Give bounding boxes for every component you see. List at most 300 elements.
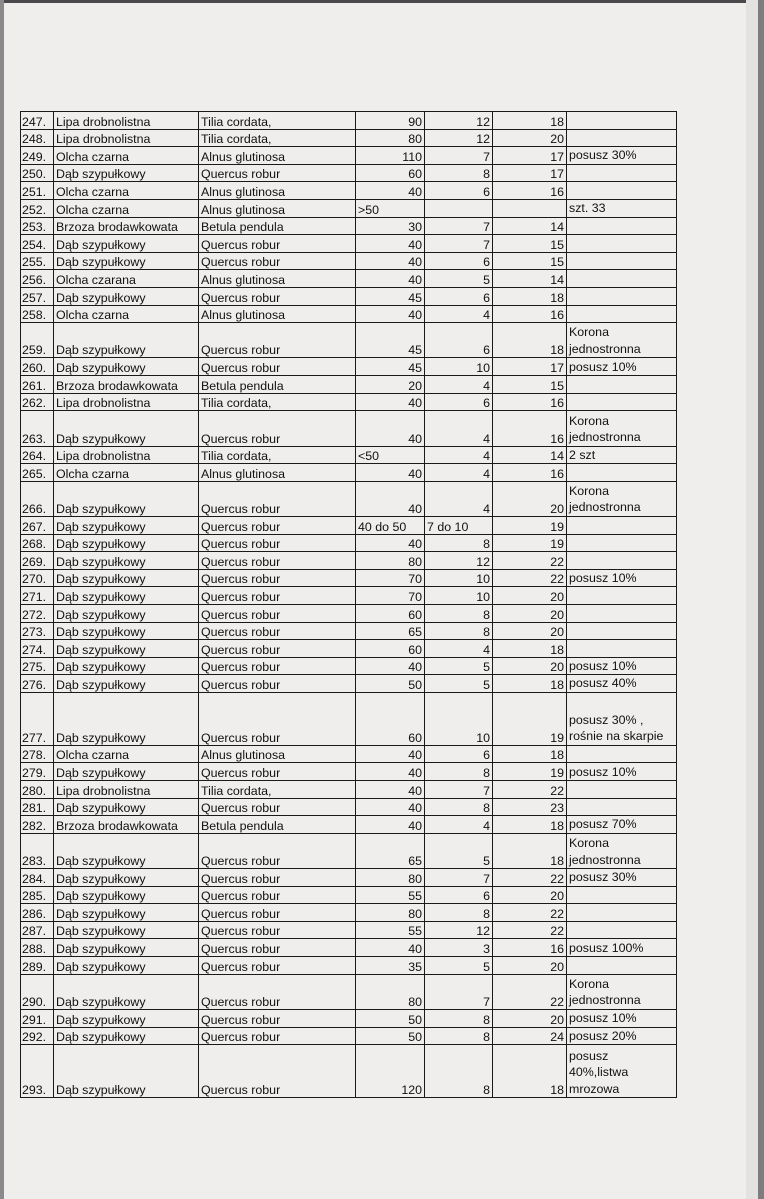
row-number: 267. bbox=[21, 516, 54, 534]
value-col-1: 110 bbox=[356, 147, 425, 165]
latin-name: Quercus robur bbox=[199, 569, 356, 587]
value-col-2: 6 bbox=[425, 252, 493, 270]
latin-name: Quercus robur bbox=[199, 235, 356, 253]
latin-name: Quercus robur bbox=[199, 358, 356, 376]
value-col-1: 65 bbox=[356, 833, 425, 868]
table-body bbox=[21, 112, 677, 1098]
value-col-2: 8 bbox=[425, 904, 493, 922]
value-col-3: 14 bbox=[493, 217, 567, 235]
row-number: 259. bbox=[21, 323, 54, 358]
row-number: 293. bbox=[21, 1045, 54, 1098]
polish-name: Dąb szypułkowy bbox=[54, 569, 199, 587]
remarks bbox=[567, 376, 677, 394]
value-col-3: 17 bbox=[493, 358, 567, 376]
latin-name: Quercus robur bbox=[199, 692, 356, 745]
value-col-3: 22 bbox=[493, 904, 567, 922]
value-col-2: 4 bbox=[425, 446, 493, 464]
value-col-2: 10 bbox=[425, 569, 493, 587]
value-col-1: 40 bbox=[356, 657, 425, 675]
value-col-1: 80 bbox=[356, 552, 425, 570]
table-row bbox=[21, 270, 677, 288]
table-row bbox=[21, 199, 677, 217]
polish-name: Lipa drobnolistna bbox=[54, 129, 199, 147]
polish-name: Dąb szypułkowy bbox=[54, 886, 199, 904]
value-col-3: 19 bbox=[493, 534, 567, 552]
polish-name: Dąb szypułkowy bbox=[54, 622, 199, 640]
polish-name: Dąb szypułkowy bbox=[54, 323, 199, 358]
value-col-1: 60 bbox=[356, 640, 425, 658]
value-col-2: 12 bbox=[425, 921, 493, 939]
value-col-1: 65 bbox=[356, 622, 425, 640]
page-right-margin bbox=[746, 0, 758, 1199]
value-col-1: 45 bbox=[356, 287, 425, 305]
value-col-3: 19 bbox=[493, 516, 567, 534]
value-col-2: 8 bbox=[425, 763, 493, 781]
polish-name: Olcha czarna bbox=[54, 464, 199, 482]
latin-name: Quercus robur bbox=[199, 164, 356, 182]
polish-name: Dąb szypułkowy bbox=[54, 516, 199, 534]
remarks: 2 szt bbox=[567, 446, 677, 464]
latin-name: Quercus robur bbox=[199, 622, 356, 640]
row-number: 260. bbox=[21, 358, 54, 376]
remarks bbox=[567, 745, 677, 763]
polish-name: Dąb szypułkowy bbox=[54, 869, 199, 887]
remarks: szt. 33 bbox=[567, 199, 677, 217]
remarks bbox=[567, 112, 677, 130]
polish-name: Dąb szypułkowy bbox=[54, 287, 199, 305]
value-col-2: 10 bbox=[425, 692, 493, 745]
value-col-2: 5 bbox=[425, 957, 493, 975]
table-row bbox=[21, 534, 677, 552]
remarks: posusz 30% bbox=[567, 869, 677, 887]
value-col-3: 24 bbox=[493, 1027, 567, 1045]
remarks bbox=[567, 552, 677, 570]
remarks: posusz 30% bbox=[567, 147, 677, 165]
polish-name: Dąb szypułkowy bbox=[54, 657, 199, 675]
polish-name: Dąb szypułkowy bbox=[54, 411, 199, 446]
polish-name: Lipa drobnolistna bbox=[54, 393, 199, 411]
table-row bbox=[21, 816, 677, 834]
latin-name: Alnus glutinosa bbox=[199, 270, 356, 288]
row-number: 288. bbox=[21, 939, 54, 957]
remarks bbox=[567, 252, 677, 270]
latin-name: Quercus robur bbox=[199, 904, 356, 922]
value-col-2: 6 bbox=[425, 287, 493, 305]
value-col-3: 18 bbox=[493, 816, 567, 834]
value-col-1: 40 bbox=[356, 745, 425, 763]
row-number: 255. bbox=[21, 252, 54, 270]
row-number: 269. bbox=[21, 552, 54, 570]
table-row bbox=[21, 287, 677, 305]
row-number: 290. bbox=[21, 974, 54, 1009]
polish-name: Dąb szypułkowy bbox=[54, 798, 199, 816]
polish-name: Dąb szypułkowy bbox=[54, 939, 199, 957]
latin-name: Tilia cordata, bbox=[199, 781, 356, 799]
row-number: 285. bbox=[21, 886, 54, 904]
value-col-1: 40 bbox=[356, 182, 425, 200]
row-number: 274. bbox=[21, 640, 54, 658]
value-col-1: 40 bbox=[356, 534, 425, 552]
latin-name: Quercus robur bbox=[199, 1027, 356, 1045]
table-row bbox=[21, 974, 677, 1009]
value-col-3: 18 bbox=[493, 112, 567, 130]
value-col-2: 4 bbox=[425, 411, 493, 446]
row-number: 278. bbox=[21, 745, 54, 763]
row-number: 264. bbox=[21, 446, 54, 464]
table-row bbox=[21, 358, 677, 376]
value-col-3: 20 bbox=[493, 1009, 567, 1027]
remarks: posusz 40% bbox=[567, 675, 677, 693]
scan-right-edge bbox=[758, 0, 764, 1199]
value-col-1: 40 bbox=[356, 252, 425, 270]
remarks bbox=[567, 235, 677, 253]
value-col-3: 20 bbox=[493, 129, 567, 147]
value-col-3: 20 bbox=[493, 957, 567, 975]
row-number: 250. bbox=[21, 164, 54, 182]
value-col-3: 19 bbox=[493, 692, 567, 745]
remarks bbox=[567, 587, 677, 605]
value-col-1: 80 bbox=[356, 129, 425, 147]
table-row bbox=[21, 657, 677, 675]
value-col-2: 4 bbox=[425, 816, 493, 834]
latin-name: Quercus robur bbox=[199, 798, 356, 816]
table-row bbox=[21, 604, 677, 622]
row-number: 271. bbox=[21, 587, 54, 605]
polish-name: Olcha czarna bbox=[54, 305, 199, 323]
polish-name: Dąb szypułkowy bbox=[54, 692, 199, 745]
latin-name: Quercus robur bbox=[199, 675, 356, 693]
row-number: 287. bbox=[21, 921, 54, 939]
remarks: posusz 100% bbox=[567, 939, 677, 957]
latin-name: Quercus robur bbox=[199, 869, 356, 887]
latin-name: Tilia cordata, bbox=[199, 129, 356, 147]
value-col-2: 6 bbox=[425, 745, 493, 763]
value-col-1: 55 bbox=[356, 886, 425, 904]
polish-name: Dąb szypułkowy bbox=[54, 1045, 199, 1098]
value-col-1: 50 bbox=[356, 675, 425, 693]
value-col-1: >50 bbox=[356, 199, 425, 217]
row-number: 252. bbox=[21, 199, 54, 217]
value-col-3: 18 bbox=[493, 323, 567, 358]
polish-name: Dąb szypułkowy bbox=[54, 921, 199, 939]
table-row bbox=[21, 1009, 677, 1027]
value-col-1: 35 bbox=[356, 957, 425, 975]
table-row bbox=[21, 376, 677, 394]
latin-name: Quercus robur bbox=[199, 939, 356, 957]
value-col-2: 8 bbox=[425, 622, 493, 640]
value-col-3: 22 bbox=[493, 552, 567, 570]
value-col-2: 8 bbox=[425, 534, 493, 552]
row-number: 289. bbox=[21, 957, 54, 975]
value-col-2: 8 bbox=[425, 604, 493, 622]
row-number: 266. bbox=[21, 481, 54, 516]
value-col-1: 30 bbox=[356, 217, 425, 235]
table-row bbox=[21, 446, 677, 464]
value-col-1: 60 bbox=[356, 692, 425, 745]
remarks: posusz 10% bbox=[567, 358, 677, 376]
polish-name: Dąb szypułkowy bbox=[54, 974, 199, 1009]
row-number: 262. bbox=[21, 393, 54, 411]
table-row bbox=[21, 640, 677, 658]
value-col-1: 90 bbox=[356, 112, 425, 130]
polish-name: Brzoza brodawkowata bbox=[54, 376, 199, 394]
latin-name: Tilia cordata, bbox=[199, 446, 356, 464]
latin-name: Quercus robur bbox=[199, 552, 356, 570]
polish-name: Olcha czarna bbox=[54, 182, 199, 200]
remarks: Korona jednostronna bbox=[567, 481, 677, 516]
table-row bbox=[21, 182, 677, 200]
table-row bbox=[21, 552, 677, 570]
value-col-1: 40 bbox=[356, 763, 425, 781]
value-col-2: 12 bbox=[425, 112, 493, 130]
table-row bbox=[21, 587, 677, 605]
value-col-2: 6 bbox=[425, 323, 493, 358]
value-col-1: 45 bbox=[356, 323, 425, 358]
remarks bbox=[567, 464, 677, 482]
value-col-2: 4 bbox=[425, 305, 493, 323]
polish-name: Dąb szypułkowy bbox=[54, 904, 199, 922]
value-col-3: 20 bbox=[493, 604, 567, 622]
row-number: 277. bbox=[21, 692, 54, 745]
row-number: 276. bbox=[21, 675, 54, 693]
value-col-3: 19 bbox=[493, 763, 567, 781]
remarks: posusz 10% bbox=[567, 1009, 677, 1027]
value-col-3: 17 bbox=[493, 147, 567, 165]
value-col-2: 7 bbox=[425, 147, 493, 165]
table-row bbox=[21, 622, 677, 640]
latin-name: Quercus robur bbox=[199, 833, 356, 868]
value-col-3: 22 bbox=[493, 974, 567, 1009]
latin-name: Quercus robur bbox=[199, 640, 356, 658]
latin-name: Quercus robur bbox=[199, 886, 356, 904]
row-number: 248. bbox=[21, 129, 54, 147]
value-col-3: 18 bbox=[493, 745, 567, 763]
remarks bbox=[567, 270, 677, 288]
value-col-3: 18 bbox=[493, 675, 567, 693]
value-col-3: 18 bbox=[493, 833, 567, 868]
row-number: 268. bbox=[21, 534, 54, 552]
row-number: 279. bbox=[21, 763, 54, 781]
remarks bbox=[567, 781, 677, 799]
polish-name: Lipa drobnolistna bbox=[54, 446, 199, 464]
latin-name: Quercus robur bbox=[199, 763, 356, 781]
remarks bbox=[567, 957, 677, 975]
row-number: 291. bbox=[21, 1009, 54, 1027]
value-col-3: 22 bbox=[493, 869, 567, 887]
remarks: posusz 70% bbox=[567, 816, 677, 834]
table-row bbox=[21, 798, 677, 816]
row-number: 258. bbox=[21, 305, 54, 323]
latin-name: Betula pendula bbox=[199, 816, 356, 834]
value-col-3: 15 bbox=[493, 235, 567, 253]
row-number: 282. bbox=[21, 816, 54, 834]
value-col-2: 8 bbox=[425, 1045, 493, 1098]
row-number: 273. bbox=[21, 622, 54, 640]
latin-name: Quercus robur bbox=[199, 604, 356, 622]
value-col-3 bbox=[493, 199, 567, 217]
row-number: 272. bbox=[21, 604, 54, 622]
latin-name: Tilia cordata, bbox=[199, 393, 356, 411]
remarks: posusz 10% bbox=[567, 657, 677, 675]
value-col-1: 80 bbox=[356, 974, 425, 1009]
polish-name: Olcha czarana bbox=[54, 270, 199, 288]
value-col-3: 18 bbox=[493, 1045, 567, 1098]
polish-name: Dąb szypułkowy bbox=[54, 1027, 199, 1045]
value-col-2: 7 bbox=[425, 217, 493, 235]
value-col-1: 70 bbox=[356, 569, 425, 587]
latin-name: Quercus robur bbox=[199, 323, 356, 358]
value-col-2: 10 bbox=[425, 358, 493, 376]
polish-name: Dąb szypułkowy bbox=[54, 481, 199, 516]
remarks bbox=[567, 534, 677, 552]
value-col-1: 40 bbox=[356, 939, 425, 957]
row-number: 263. bbox=[21, 411, 54, 446]
value-col-3: 16 bbox=[493, 182, 567, 200]
latin-name: Tilia cordata, bbox=[199, 112, 356, 130]
latin-name: Quercus robur bbox=[199, 587, 356, 605]
value-col-2: 12 bbox=[425, 552, 493, 570]
polish-name: Dąb szypułkowy bbox=[54, 957, 199, 975]
scan-top-edge bbox=[0, 0, 764, 3]
table-row bbox=[21, 921, 677, 939]
value-col-2: 5 bbox=[425, 833, 493, 868]
row-number: 257. bbox=[21, 287, 54, 305]
polish-name: Olcha czarna bbox=[54, 147, 199, 165]
row-number: 249. bbox=[21, 147, 54, 165]
value-col-1: 40 bbox=[356, 270, 425, 288]
value-col-3: 15 bbox=[493, 376, 567, 394]
remarks: Korona jednostronna bbox=[567, 323, 677, 358]
row-number: 286. bbox=[21, 904, 54, 922]
latin-name: Quercus robur bbox=[199, 921, 356, 939]
table-row bbox=[21, 217, 677, 235]
polish-name: Dąb szypułkowy bbox=[54, 604, 199, 622]
value-col-3: 16 bbox=[493, 464, 567, 482]
remarks bbox=[567, 182, 677, 200]
value-col-2: 7 bbox=[425, 781, 493, 799]
value-col-1: 40 bbox=[356, 781, 425, 799]
latin-name: Quercus robur bbox=[199, 287, 356, 305]
latin-name: Quercus robur bbox=[199, 411, 356, 446]
remarks bbox=[567, 904, 677, 922]
value-col-1: <50 bbox=[356, 446, 425, 464]
value-col-1: 40 bbox=[356, 481, 425, 516]
latin-name: Quercus robur bbox=[199, 516, 356, 534]
value-col-2: 8 bbox=[425, 1027, 493, 1045]
table-row bbox=[21, 957, 677, 975]
row-number: 270. bbox=[21, 569, 54, 587]
tree-inventory-table bbox=[20, 111, 677, 1098]
remarks bbox=[567, 287, 677, 305]
table-row bbox=[21, 675, 677, 693]
polish-name: Dąb szypułkowy bbox=[54, 587, 199, 605]
value-col-2: 5 bbox=[425, 675, 493, 693]
value-col-2: 4 bbox=[425, 640, 493, 658]
latin-name: Quercus robur bbox=[199, 1009, 356, 1027]
latin-name: Quercus robur bbox=[199, 1045, 356, 1098]
table-row bbox=[21, 112, 677, 130]
value-col-1: 45 bbox=[356, 358, 425, 376]
table-row bbox=[21, 833, 677, 868]
value-col-2: 6 bbox=[425, 182, 493, 200]
row-number: 280. bbox=[21, 781, 54, 799]
value-col-1: 60 bbox=[356, 164, 425, 182]
table-row bbox=[21, 129, 677, 147]
polish-name: Dąb szypułkowy bbox=[54, 1009, 199, 1027]
value-col-3: 23 bbox=[493, 798, 567, 816]
latin-name: Alnus glutinosa bbox=[199, 182, 356, 200]
table-row bbox=[21, 569, 677, 587]
table-row bbox=[21, 147, 677, 165]
latin-name: Betula pendula bbox=[199, 376, 356, 394]
remarks bbox=[567, 921, 677, 939]
polish-name: Lipa drobnolistna bbox=[54, 112, 199, 130]
remarks: Korona jednostronna bbox=[567, 833, 677, 868]
value-col-2: 8 bbox=[425, 798, 493, 816]
remarks: posusz 10% bbox=[567, 763, 677, 781]
table-row bbox=[21, 904, 677, 922]
remarks bbox=[567, 640, 677, 658]
value-col-2: 4 bbox=[425, 464, 493, 482]
polish-name: Dąb szypułkowy bbox=[54, 675, 199, 693]
latin-name: Alnus glutinosa bbox=[199, 745, 356, 763]
remarks bbox=[567, 305, 677, 323]
row-number: 283. bbox=[21, 833, 54, 868]
value-col-2: 8 bbox=[425, 164, 493, 182]
table-row bbox=[21, 393, 677, 411]
polish-name: Dąb szypułkowy bbox=[54, 833, 199, 868]
table-row bbox=[21, 781, 677, 799]
table-row bbox=[21, 1027, 677, 1045]
value-col-3: 18 bbox=[493, 287, 567, 305]
latin-name: Quercus robur bbox=[199, 957, 356, 975]
value-col-2: 7 bbox=[425, 235, 493, 253]
polish-name: Dąb szypułkowy bbox=[54, 640, 199, 658]
latin-name: Quercus robur bbox=[199, 657, 356, 675]
value-col-1: 40 bbox=[356, 235, 425, 253]
value-col-2: 3 bbox=[425, 939, 493, 957]
value-col-3: 17 bbox=[493, 164, 567, 182]
value-col-1: 70 bbox=[356, 587, 425, 605]
value-col-2: 7 bbox=[425, 869, 493, 887]
value-col-3: 22 bbox=[493, 781, 567, 799]
value-col-3: 22 bbox=[493, 921, 567, 939]
remarks bbox=[567, 604, 677, 622]
row-number: 292. bbox=[21, 1027, 54, 1045]
table-row bbox=[21, 1045, 677, 1098]
value-col-3: 15 bbox=[493, 252, 567, 270]
row-number: 275. bbox=[21, 657, 54, 675]
polish-name: Olcha czarna bbox=[54, 199, 199, 217]
value-col-3: 20 bbox=[493, 657, 567, 675]
value-col-1: 80 bbox=[356, 904, 425, 922]
value-col-3: 18 bbox=[493, 640, 567, 658]
polish-name: Dąb szypułkowy bbox=[54, 552, 199, 570]
remarks: posusz 10% bbox=[567, 569, 677, 587]
latin-name: Betula pendula bbox=[199, 217, 356, 235]
value-col-2: 6 bbox=[425, 886, 493, 904]
value-col-3: 14 bbox=[493, 270, 567, 288]
value-col-3: 16 bbox=[493, 305, 567, 323]
remarks bbox=[567, 129, 677, 147]
value-col-2: 7 do 10 bbox=[425, 516, 493, 534]
value-col-2: 7 bbox=[425, 974, 493, 1009]
value-col-1: 55 bbox=[356, 921, 425, 939]
value-col-2: 5 bbox=[425, 270, 493, 288]
value-col-1: 40 do 50 bbox=[356, 516, 425, 534]
row-number: 256. bbox=[21, 270, 54, 288]
remarks: posusz 30% , rośnie na skarpie bbox=[567, 692, 677, 745]
